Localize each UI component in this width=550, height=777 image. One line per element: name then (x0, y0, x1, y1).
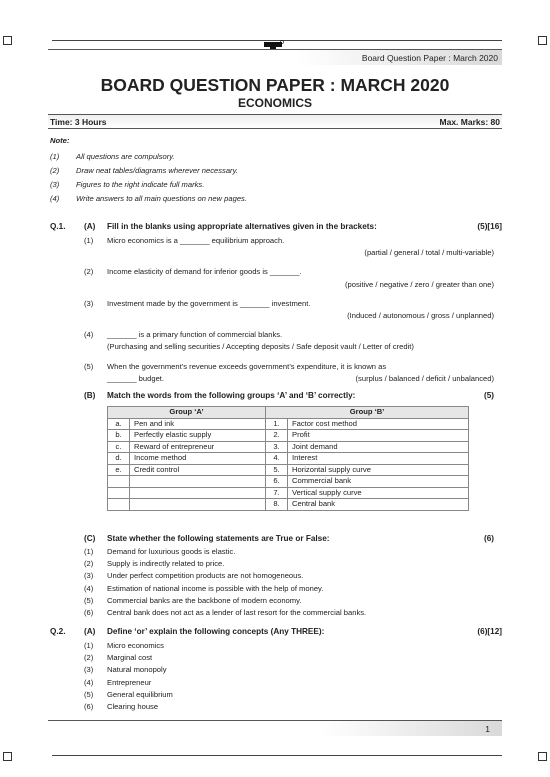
section-label: (C) (84, 534, 96, 543)
item-text: Marginal cost (107, 653, 153, 662)
group-a-value: Pen and ink (130, 418, 266, 430)
item-text: Supply is indirectly related to price. (107, 559, 225, 568)
item-num: (1) (84, 547, 94, 556)
section-heading: Fill in the blanks using appropriate alternatives given in the brackets: (107, 222, 377, 231)
table-row (108, 464, 469, 476)
subject-title: ECONOMICS (237, 96, 312, 110)
item-text: Investment made by the government is _______ investment. (107, 299, 311, 308)
item-options: (Induced / autonomous / gross / unplanned) (347, 311, 494, 320)
group-a-value (130, 487, 266, 499)
crop-mark (538, 36, 547, 45)
item-num: (1) (84, 236, 94, 245)
group-b-header: Group ‘B’ (266, 407, 469, 419)
group-b-key: 3. (266, 441, 288, 453)
note-text: Write answers to all main questions on new pages. (76, 194, 247, 203)
group-a-key: d. (108, 453, 130, 465)
item-options: (positive / negative / zero / greater than one) (344, 280, 494, 289)
group-b-key: 6. (266, 476, 288, 488)
item-num: (3) (84, 299, 94, 308)
group-b-key: 4. (266, 453, 288, 465)
table-row (108, 430, 469, 442)
section-label: (B) (84, 391, 96, 400)
group-a-key: c. (108, 441, 130, 453)
group-a-value: Perfectly elastic supply (130, 430, 266, 442)
item-text: Clearing house (107, 702, 159, 711)
note-num: (4) (50, 194, 60, 203)
page-footer (48, 720, 502, 736)
page-number: 1 (485, 724, 490, 734)
table-row (108, 441, 469, 453)
group-a-value: Credit control (130, 464, 266, 476)
running-title: Board Question Paper : March 2020 (361, 53, 498, 63)
section-marks: (6) (483, 534, 494, 543)
group-b-key: 1. (266, 418, 288, 430)
group-b-value: Commercial bank (288, 476, 469, 488)
section-label: (A) (84, 627, 96, 636)
crop-mark (538, 752, 547, 761)
item-text: General equilibrium (107, 690, 173, 699)
note-num: (3) (50, 180, 60, 189)
group-b-value: Central bank (288, 499, 469, 511)
table-row (108, 499, 469, 511)
group-b-value: Vertical supply curve (288, 487, 469, 499)
group-a-value: Income method (130, 453, 266, 465)
section-heading: State whether the following statements are True or False: (107, 534, 330, 543)
group-b-key: 8. (266, 499, 288, 511)
item-num: (2) (84, 267, 94, 276)
table-row (108, 453, 469, 465)
section-marks: (6)[12] (477, 627, 502, 636)
question-number: Q.2. (50, 627, 66, 636)
note-text: Figures to the right indicate full marks. (76, 180, 205, 189)
item-options: (partial / general / total / multi-variable) (364, 248, 494, 257)
item-text: Income elasticity of demand for inferior goods is _______. (107, 267, 302, 276)
note-text: All questions are compulsory. (76, 152, 175, 161)
section-heading: Match the words from the following groups ‘A’ and ‘B’ correctly: (107, 391, 356, 400)
item-text: Commercial banks are the backbone of modern economy. (107, 596, 302, 605)
group-a-key (108, 499, 130, 511)
item-num: (5) (84, 596, 94, 605)
item-text: Central bank does not act as a lender of last resort for the commercial banks. (107, 608, 367, 617)
item-num: (4) (84, 678, 94, 687)
section-label: (A) (84, 222, 96, 231)
item-num: (5) (84, 690, 94, 699)
item-num: (3) (84, 665, 94, 674)
note-num: (2) (50, 166, 60, 175)
table-row (108, 476, 469, 488)
time-label: Time: 3 Hours (50, 116, 107, 127)
table-header-row (108, 407, 469, 419)
section-heading: Define ‘or’ explain the following concepts (Any THREE): (107, 627, 325, 636)
item-text: Micro economics is a _______ equilibrium approach. (107, 236, 285, 245)
table-row (108, 418, 469, 430)
item-options: (Purchasing and selling securities / Accepting deposits / Safe deposit vault / Letter of credit) (107, 342, 414, 351)
item-text: Entrepreneur (107, 678, 152, 687)
group-a-key: e. (108, 464, 130, 476)
item-num: (4) (84, 330, 94, 339)
item-text: When the government’s revenue exceeds government’s expenditure, it is known as (107, 362, 387, 371)
group-b-key: 7. (266, 487, 288, 499)
section-marks: (5)[16] (477, 222, 502, 231)
item-text: _______ is a primary function of commercial blanks. (107, 330, 283, 339)
group-a-value (130, 476, 266, 488)
group-a-value (130, 499, 266, 511)
group-b-value: Factor cost method (288, 418, 469, 430)
group-a-key: a. (108, 418, 130, 430)
note-heading: Note: (50, 136, 70, 145)
group-a-key: b. (108, 430, 130, 442)
item-num: (6) (84, 702, 94, 711)
item-text: Estimation of national income is possible with the help of money. (107, 584, 324, 593)
bottom-rule (52, 755, 502, 756)
crop-mark (3, 752, 12, 761)
group-a-key (108, 476, 130, 488)
group-a-value: Reward of entrepreneur (130, 441, 266, 453)
item-text-continued: _______ budget. (107, 374, 165, 383)
item-num: (1) (84, 641, 94, 650)
item-text: Demand for luxurious goods is elastic. (107, 547, 236, 556)
exam-meta-bar (48, 114, 502, 129)
item-options: (surplus / balanced / deficit / unbalanced) (355, 374, 494, 383)
running-header (48, 49, 502, 65)
item-num: (5) (84, 362, 94, 371)
item-num: (6) (84, 608, 94, 617)
table-row (108, 487, 469, 499)
note-num: (1) (50, 152, 60, 161)
max-marks-label: Max. Marks: 80 (439, 116, 500, 127)
group-b-value: Horizontal supply curve (288, 464, 469, 476)
crop-mark (3, 36, 12, 45)
group-b-value: Interest (288, 453, 469, 465)
group-a-header: Group ‘A’ (108, 407, 266, 419)
match-table (107, 406, 469, 511)
item-num: (2) (84, 653, 94, 662)
item-num: (4) (84, 584, 94, 593)
group-b-key: 2. (266, 430, 288, 442)
question-number: Q.1. (50, 222, 66, 231)
group-b-key: 5. (266, 464, 288, 476)
item-num: (3) (84, 571, 94, 580)
item-text: Under perfect competition products are not homogeneous. (107, 571, 304, 580)
group-a-key (108, 487, 130, 499)
item-text: Natural monopoly (107, 665, 167, 674)
section-marks: (5) (483, 391, 494, 400)
group-b-value: Profit (288, 430, 469, 442)
note-text: Draw neat tables/diagrams wherever necessary. (76, 166, 238, 175)
page-title: BOARD QUESTION PAPER : MARCH 2020 (100, 75, 450, 95)
group-b-value: Joint demand (288, 441, 469, 453)
item-text: Micro economics (107, 641, 164, 650)
item-num: (2) (84, 559, 94, 568)
